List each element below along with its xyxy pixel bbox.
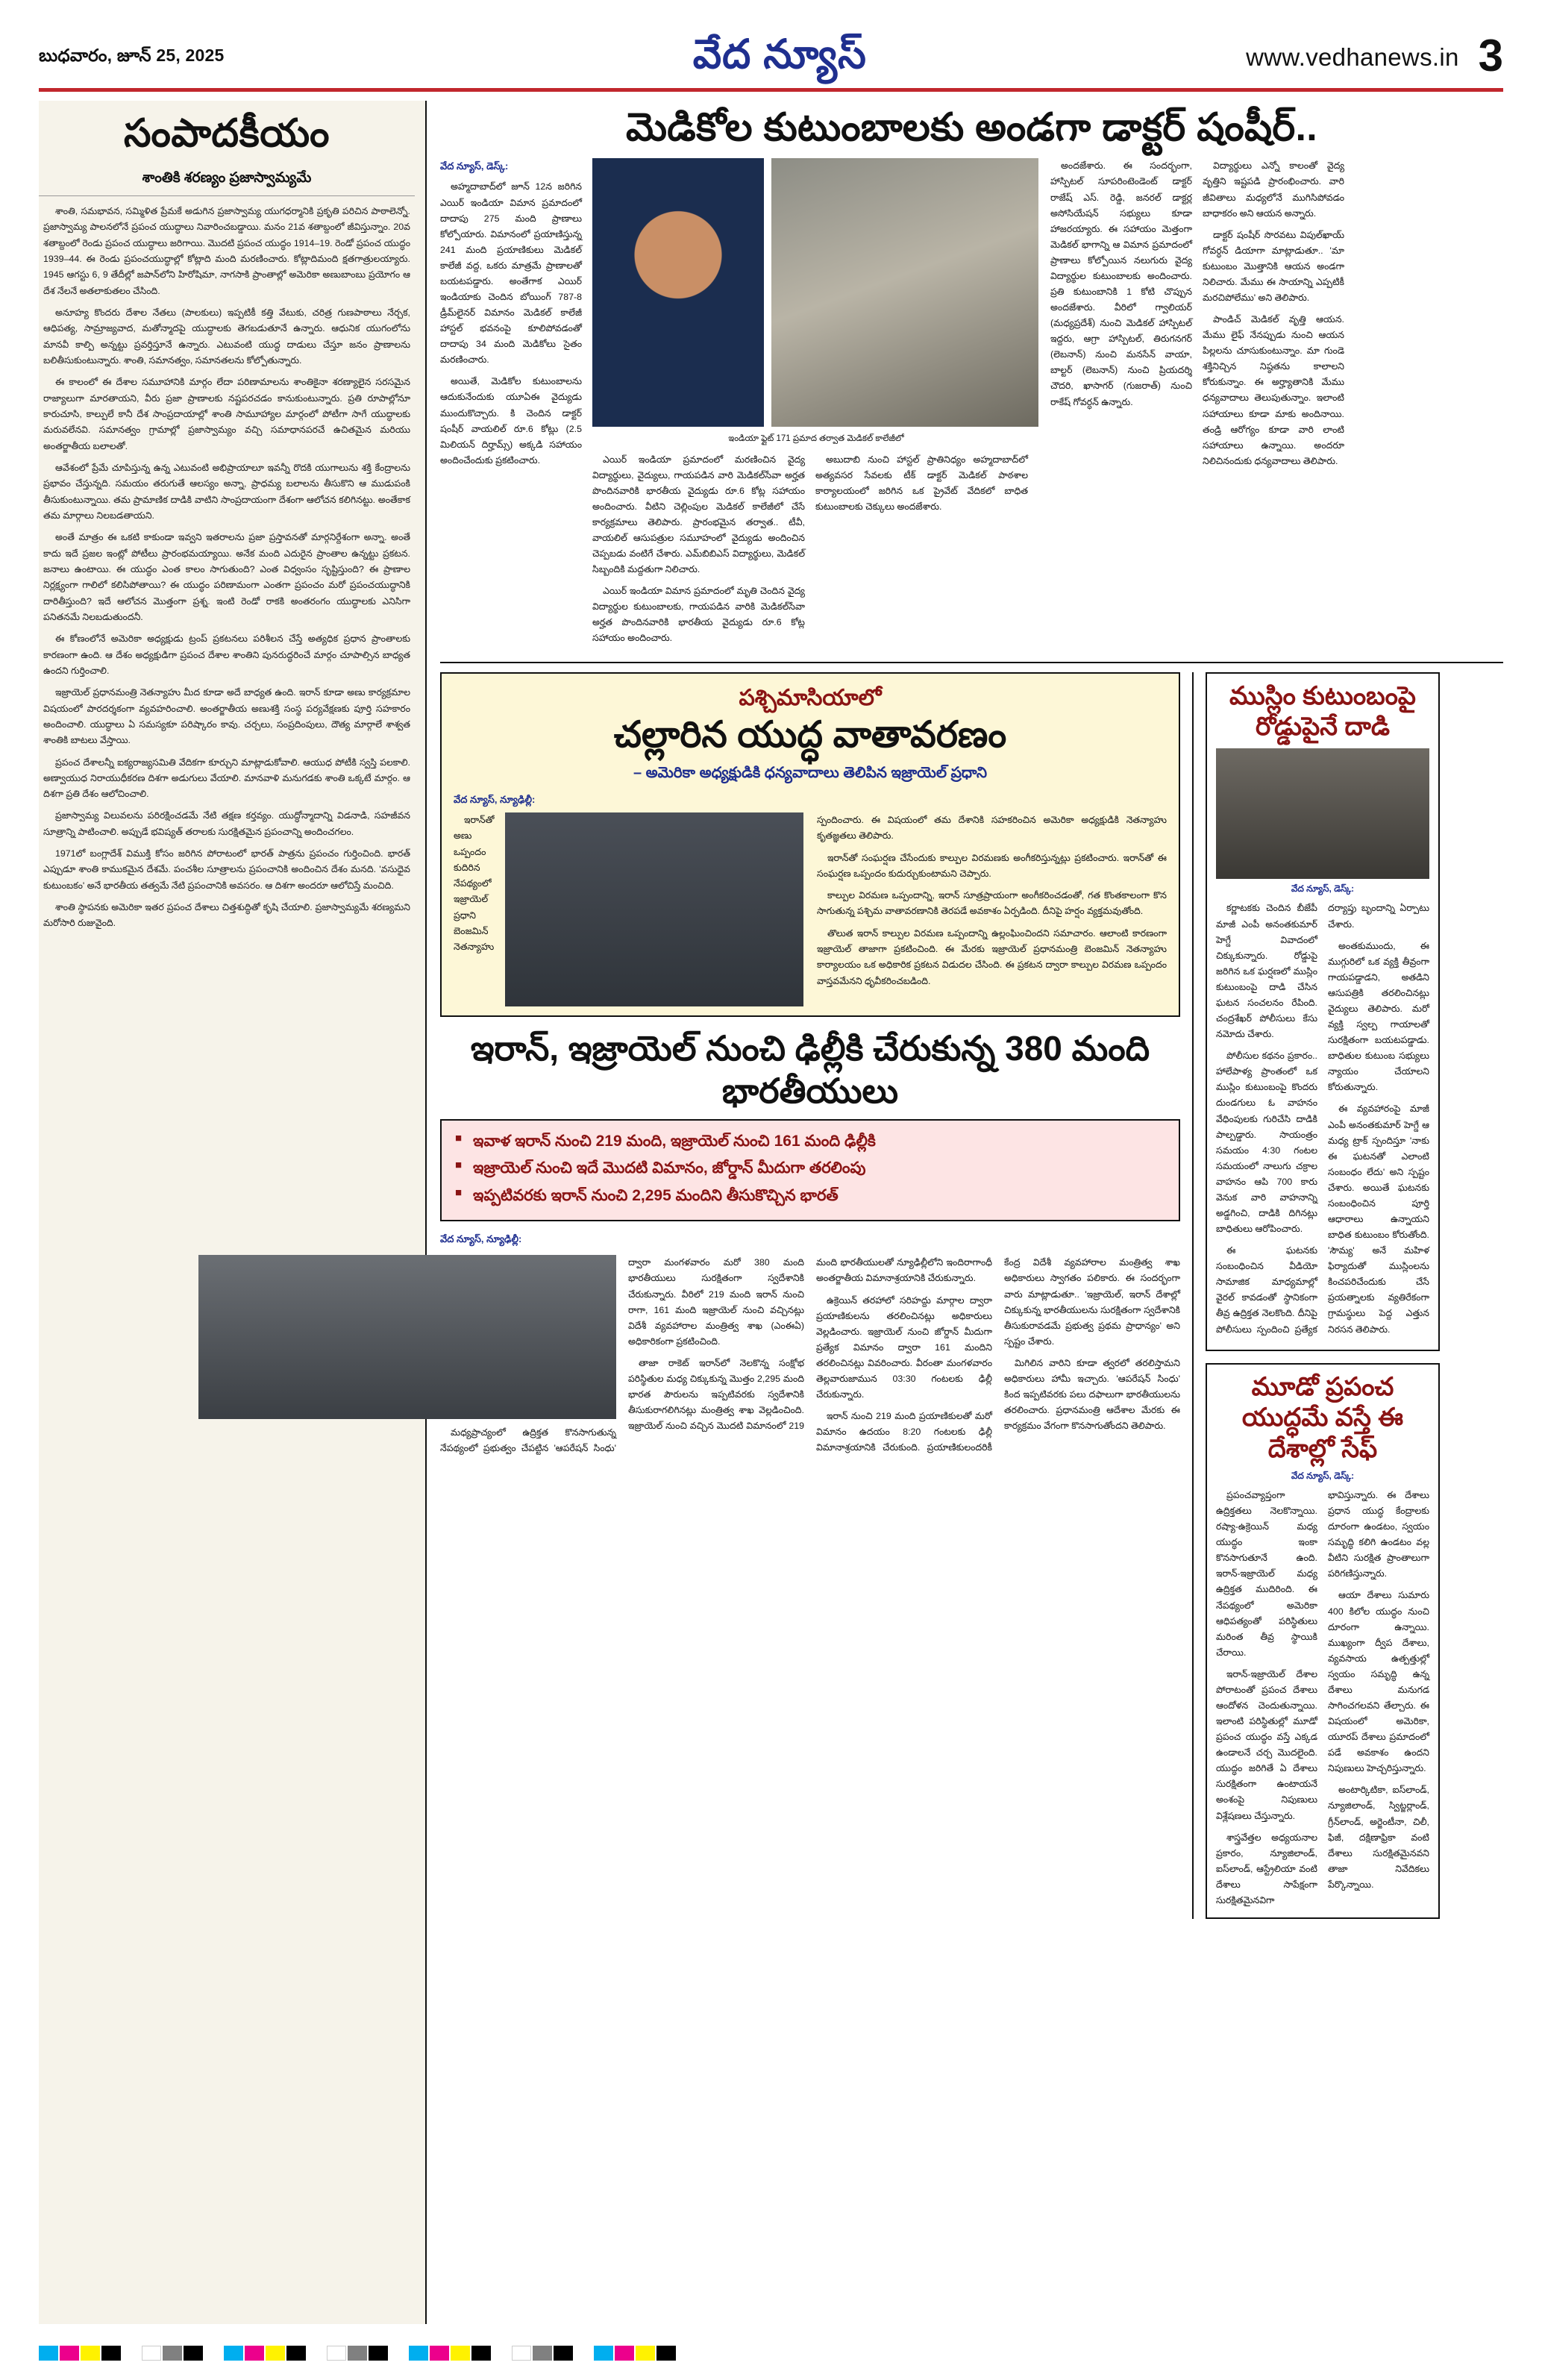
world-war-story xyxy=(1206,1363,1440,1919)
color-swatch xyxy=(163,2346,182,2361)
color-swatch-group xyxy=(594,2346,676,2361)
color-swatch xyxy=(184,2346,203,2361)
editorial-paragraph: ప్రజాస్వామ్య విలువలను పరిరక్షించడమే నేటి తక్షణ కర్తవ్యం. యుద్ధోన్మాదాన్ని విడనాడి, సహజీవన సూత్రాన్ని పాటించాలి. అప్పుడే భవిష్యత్ తరాలకు సురక్షితమైన ప్రపంచాన్ని అందించగలం. xyxy=(43,810,410,837)
evacuation-bullet: ■ ఇవాళ ఇరాన్ నుంచి 219 మంది, ఇజ్రాయెల్ నుంచి 161 మంది ఢిల్లీకి xyxy=(455,1130,1165,1154)
photo-doctor-shamsheer xyxy=(592,158,764,427)
top-story-paragraph: అహ్మదాబాద్‌లో జూన్ 12న జరిగిన ఎయిర్ ఇండియా విమాన ప్రమాదంలో దాదాపు 275 మంది ప్రాణాలు కోల్పోయారు. విమానంలో ప్రయాణిస్తున్న 241 మంది ప్రయాణికులు మెడికల్ కాలేజీ వద్ద, ఒకరు మాత్రమే ప్రాణాలతో బయటపడ్డారు. అంతేగాక ఎయిర్ ఇండియాకు చెందిన బోయింగ్ 787-8 డ్రీమ్‌లైనర్ విమానం మెడికల్ కాలేజీ హాస్టల్ భవనంపై కూలిపోవడంతో దాదాపు 34 మంది మెడికోలు సైతం మరణించారు. xyxy=(440,181,582,366)
color-swatch xyxy=(656,2346,676,2361)
editorial-title: సంపాదకీయం xyxy=(123,112,330,155)
west-asia-body xyxy=(454,812,1167,1004)
muslim-attack-paragraph: పోలీసుల కథనం ప్రకారం.. హాలేపాళ్య ప్రాంతంలో ఒక ముస్లిం కుటుంబంపై కొందరు దుండగులు ఓ వాహనం వేధింపులకు గురిచేసి దాడికి పాల్పడ్డారు. సాయంత్రం సమయం 4:30 గంటల సమయంలో నాలుగు చక్రాల వాహనం ఆపి 700 కారు వెనుక వారి వాహనాన్ని అడ్డగించి, దాడికి దిగినట్లు బాధితులు ఆరోపించారు. xyxy=(1216,1050,1317,1235)
color-swatch xyxy=(266,2346,285,2361)
evacuation-story xyxy=(440,1027,1180,1456)
color-swatch-group xyxy=(409,2346,491,2361)
top-story-paragraph: అందజేశారు. ఈ సందర్భంగా, హాస్పిటల్ సూపరింటెండెంట్ డాక్టర్ రాజేష్ ఎస్. రెడ్డి, జనరల్ డాక్టర్ల అసోసియేషన్ సభ్యులు కూడా హాజరయ్యారు. ఈ సహాయం మెత్తంగా మెడికల్ భాగాన్ని ఆ విమాన ప్రమాదంలో ప్రాణాలు కోల్పోయిన నలుగురు వైద్య విద్యార్థుల కుటుంబాలకు అందించారు. ప్రతి కుటుంబానికి 1 కోటి చొప్పున అందజేశారు. వీరిలో గ్వాలియర్ (మధ్యప్రదేశ్) నుంచి మెడికల్ హాస్పిటల్ ఇద్దరు, ఆగ్రా హాస్పిటల్, తిరుగనగర్ (లెబనాన్) నుంచి మనసేన్ వాయా, బాల్టర్ (లెబనాన్) నుంచి ప్రియదర్శి చౌదరి, ఖాసాగర్ (గుజరాత్) నుంచి రాకేష్ గోవర్ధన్ ఉన్నారు. xyxy=(1050,160,1192,407)
muslim-attack-paragraph: కర్ణాటకకు చెందిన బీజేపీ మాజీ ఎంపీ అనంతకుమార్ హెగ్డే వివాదంలో చిక్కుకున్నారు. రోడ్డుపై జరిగిన ఒక ఘర్షణలో ముస్లిం కుటుంబంపై దాడి చేసిన ఘటన సంచలనం రేపింది. చంద్రశేఖర్ పోలీసులు కేసు నమోదు చేశారు. xyxy=(1216,903,1317,1040)
page-content xyxy=(39,101,1503,2324)
muslim-attack-paragraph: ఈ ఘటనకు సంబంధించిన వీడియో సామాజిక మాధ్యమాల్లో వైరల్ కావడంతో స్థానికంగా తీవ్ర ఉద్రిక్తత నెలకొంది. దీనిపై పోలీసులు స్పందించి ప్రత్యేక దర్యాప్తు బృందాన్ని ఏర్పాటు చేశారు. xyxy=(1216,903,1429,1335)
editorial-paragraph: 1971లో బంగ్లాదేశ్ విముక్తి కోసం జరిగిన పోరాటంలో భారత్ పాత్రను ప్రపంచం గుర్తించింది. భారత్ ఎప్పుడూ శాంతి కాముకమైన దేశమే. పంచశీల సూత్రాలను ప్రపంచానికి అందించిన దేశం మనది. 'వసుధైవ కుటుంబకం' అనే భారతీయ తత్వమే నేటి ప్రపంచానికి అవసరం. ఆ దిశగా అందరూ ఆలోచిస్తే మంచిది. xyxy=(43,848,410,891)
world-war-paragraph: ప్రపంచవ్యాప్తంగా ఉద్రిక్తతలు నెలకొన్నాయి. రష్యా-ఉక్రెయిన్ మధ్య యుద్ధం ఇంకా కొనసాగుతూనే ఉంది. ఇరాన్-ఇజ్రాయెల్ మధ్య ఉద్రిక్తత ముదిరింది. ఈ నేపథ్యంలో అమెరికా ఆధిపత్యంతో పరిస్థితులు మరింత తీవ్ర స్థాయికి చేరాయి. xyxy=(1216,1490,1317,1658)
muslim-attack-story xyxy=(1206,672,1440,1351)
evacuation-bullet: ■ ఇప్పటివరకు ఇరాన్ నుంచి 2,295 మందిని తీసుకొచ్చిన భారత్ xyxy=(455,1184,1165,1209)
color-swatch-group xyxy=(512,2346,573,2361)
top-story-paragraph: అయితే, మెడికోల కుటుంబాలను ఆదుకునేందుకు యూఏఈ వైద్యుడు ముందుకొచ్చారు. కి చెందిన డాక్టర్ షంషీర్ వాయలిల్ రూ.6 కోట్లు (2.5 మిలియన్ దిర్హామ్స్) అక్కడి సహాయం అందించేందుకు ప్రకటించారు. xyxy=(440,376,582,466)
color-swatch xyxy=(224,2346,243,2361)
top-story-images xyxy=(592,158,1040,427)
color-swatch xyxy=(60,2346,79,2361)
evacuation-byline: వేద న్యూస్, న్యూఢిల్లీ: xyxy=(440,1233,522,1245)
color-swatch xyxy=(142,2346,161,2361)
muslim-attack-byline: వేద న్యూస్, డెస్క్: xyxy=(1291,883,1355,895)
editorial-paragraph: శాంతి, సమభావన, సమ్మిళిత ప్రేమకే అడుగిన ప్రజాస్వామ్య యుగధర్మానికి ప్రకృతి పరిచిన పాఠాలెన్నో. ప్రజాస్వామ్య పాలనలోనే ప్రపంచ యుద్ధాలు నివారించబడ్డాయి. మనం 21వ శతాబ్దంలో జీవిస్తున్నాం. 20వ శతాబ్దంలో రెండు ప్రపంచ యుద్ధాలు జరిగాయి. మొదటి ప్రపంచ యుద్ధం 1914–19. రెండో ప్రపంచ యుద్ధం 1939–44. ఈ రెండు ప్రపంచయుద్ధాల్లో కోట్లాది మంది మరణించారు. కోట్లాదిమంది క్షతగాత్రులయ్యారు. 1945 ఆగస్టు 6, 9 తేదీల్లో జపాన్‌లోని హిరోషిమా, నాగసాకి ప్రాంతాల్లో అమెరికా అణుబాంబు ప్రయోగం ఆ దేశ నేలనే అతలాకుతలం చేసింది. xyxy=(43,206,410,296)
world-war-body xyxy=(1216,1488,1429,1908)
evacuation-title: ఇరాన్, ఇజ్రాయెల్ నుంచి ఢిల్లీకి చేరుకున్న 380 మంది భారతీయులు xyxy=(470,1029,1150,1110)
top-story xyxy=(440,158,1503,663)
photo-crash-site xyxy=(771,158,1038,427)
color-swatch-group xyxy=(327,2346,388,2361)
publication-date: బుధవారం, జూన్ 25, 2025 xyxy=(39,46,225,65)
muslim-attack-body xyxy=(1216,901,1429,1340)
evacuation-paragraph: ఇరాన్ నుంచి 219 మంది ప్రయాణికులతో మరో విమానం ఉదయం 8:20 గంటలకు ఢిల్లీ విమానాశ్రయానికి చేరుకుంది. ప్రయాణికులందరికీ కేంద్ర విదేశీ వ్యవహారాల మంత్రిత్వ శాఖ అధికారులు స్వాగతం పలికారు. ఈ సందర్భంగా వారు మాట్లాడుతూ.. 'ఇజ్రాయెల్, ఇరాన్ దేశాల్లో చిక్కుకున్న భారతీయులను సురక్షితంగా స్వదేశానికి తీసుకురావడమే ప్రభుత్వ ప్రథమ ప్రాధాన్యం' అని స్పష్టం చేశారు. xyxy=(816,1257,1180,1453)
masthead xyxy=(39,31,1503,85)
lower-region xyxy=(440,672,1503,1919)
color-swatch xyxy=(594,2346,613,2361)
top-story-paragraph: ఎయిర్ ఇండియా ప్రమాదంలో మరణించిన వైద్య విద్యార్థులు, వైద్యులు, గాయపడిన వారి మెడికల్‌సేవా అర్హత పొందినవారికి భారతీయ వైద్యుడు రూ.6 కోట్ల సహాయం అందించారు. వీటిని చెల్లింపుల మెడికల్ కాలేజీలో చేసే కార్యక్రమాలు తెలిపారు. ప్రారంభమైన తర్వాత.. టీవీ, వాయలిల్ ఆసుపత్రుల సమూహంలో వైద్యుడు అందించిన చెప్పబడు వంటిగే చేశారు. ఎమ్‌బిబిఎస్ విద్యార్థులు, మెడికల్ సిబ్బందికి మద్దతుగా నిలిచారు. xyxy=(592,454,805,575)
west-asia-story xyxy=(440,672,1180,1018)
evacuation-paragraph: తాజా రాకెట్ ఇరాన్‌లో నెలకొన్న సంక్షోభ పరిస్థితుల మధ్య చిక్కుకున్న మొత్తం 2,295 మంది భారత పౌరులను ఇప్పటివరకు స్వదేశానికి తీసుకురాగలిగినట్లు మంత్రిత్వ శాఖ వెల్లడించింది. ఇజ్రాయెల్ నుంచి వచ్చిన మొదటి విమానంలో 219 మంది భారతీయులతో న్యూఢిల్లీలోని ఇందిరాగాంధీ అంతర్జాతీయ విమానాశ్రయానికి చేరుకున్నారు. xyxy=(628,1257,992,1432)
world-war-byline: వేద న్యూస్, డెస్క్: xyxy=(1291,1471,1355,1481)
main-column xyxy=(427,101,1503,2324)
top-story-paragraph: విద్యార్థులు ఎన్నో కాలంతో వైద్య వృత్తిని ఇష్టపడి ప్రారంభించారు. వారి జీవితాలు మధ్యలోనే ముగిసిపోవడం బాధాకరం అని ఆయన అన్నారు. xyxy=(1203,160,1344,219)
west-asia-byline: వేద న్యూస్, న్యూఢిల్లీ: xyxy=(454,793,536,805)
color-swatch xyxy=(409,2346,428,2361)
west-asia-paragraph: తొలుత ఇరాన్ కాల్పుల విరమణ ఒప్పందాన్ని ఉల్లంఘించిందని సమాచారం. ఆలాంటి కారణంగా ఇజ్రాయెల్ తాజాగా ప్రకటించింది. ఈ మేరకు ఇజ్రాయెల్ ప్రధానమంత్రి బెంజమిన్ నెతన్యాహు కార్యాలయం ఒక అధికారిక ప్రకటన విడుదల చేసింది. ఈ ప్రకటన ద్వారా కాల్పుల విరమణ ఒప్పందం వాస్తవమేనని ధృవీకరించబడింది. xyxy=(817,927,1167,986)
evacuation-bullets xyxy=(440,1119,1180,1222)
color-swatch xyxy=(369,2346,388,2361)
world-war-paragraph: అంటార్కిటికా, ఐస్‌లాండ్, న్యూజిలాండ్, స్విట్జర్లాండ్, గ్రీన్‌లాండ్, అర్జెంటీనా, చిలీ, ఫిజీ, దక్షిణాఫ్రికా వంటి దేశాలు సురక్షితమైనవని తాజా నివేదికలు పేర్కొన్నాయి. xyxy=(1328,1785,1429,1890)
editorial-paragraph: ఇజ్రాయెల్ ప్రధానమంత్రి నెతన్యాహు మీద కూడా అదే బాధ్యత ఉంది. ఇరాన్ కూడా అణు కార్యక్రమాల విషయంలో పారదర్శకంగా వ్యవహరించాలి. అంతర్జాతీయ అణుశక్తి సంస్థ పర్యవేక్షణకు పూర్తి సహకారం అందించాలి. యుద్ధాలు ఏ సమస్యకూ పరిష్కారం కావు. చర్చలు, సంప్రదింపులు, దౌత్య మార్గాలే శాశ్వత శాంతికి బాటలు వేస్తాయి. xyxy=(43,687,410,746)
top-story-col-3 xyxy=(1050,158,1192,652)
color-swatch xyxy=(39,2346,58,2361)
evacuation-paragraph: మిగిలిన వారిని కూడా త్వరలో తరలిస్తామని అధికారులు హామీ ఇచ్చారు. 'ఆపరేషన్ సింధు' కింద ఇప్పటివరకు పలు దఫాలుగా భారతీయులను తరలించారు. ప్రధానమంత్రి ఆదేశాల మేరకు ఈ కార్యక్రమం వేగంగా కొనసాగుతోందని తెలిపారు. xyxy=(1004,1357,1180,1432)
color-swatch xyxy=(430,2346,449,2361)
world-war-paragraph: శాస్త్రవేత్తల అధ్యయనాల ప్రకారం, న్యూజిలాండ్, ఐస్‌లాండ్, ఆస్ట్రేలియా వంటి దేశాలు సాపేక్షంగా సురక్షితమైనవిగా భావిస్తున్నారు. ఈ దేశాలు ప్రధాన యుద్ధ కేంద్రాలకు దూరంగా ఉండటం, స్వయం సమృద్ధి కలిగి ఉండటం వల్ల వీటిని సురక్షిత ప్రాంతాలుగా పరిగణిస్తున్నారు. xyxy=(1216,1490,1429,1905)
color-swatch-group xyxy=(224,2346,306,2361)
editorial-subtitle: శాంతికి శరణ్యం ప్రజాస్వామ్యమే xyxy=(39,170,415,196)
color-swatch xyxy=(636,2346,655,2361)
header-divider xyxy=(39,88,1503,92)
top-story-photo-caption: ఇండియా ఫ్లైట్ 171 ప్రమాద తర్వాత మెడికల్ కాలేజీలో xyxy=(728,434,904,444)
top-story-paragraph: ఎయిర్ ఇండియా విమాన ప్రమాదంలో మృతి చెందిన వైద్య విద్యార్థుల కుటుంబాలకు, గాయపడిన వారికి మెడికల్‌సేవా అర్హత పొందినవారికి భారతీయ వైద్యుడు రూ.6 కోట్ల సహాయం అందించారు. xyxy=(592,586,805,644)
world-war-paragraph: ఇరాన్-ఇజ్రాయెల్ దేశాల పోరాటంతో ప్రపంచ దేశాలు ఆందోళన చెందుతున్నాయి. ఇలాంటి పరిస్థితుల్లో మూడో ప్రపంచ యుద్ధం వస్తే ఎక్కడ ఉండాలనే చర్చ మొదలైంది. యుద్ధం జరిగితే ఏ దేశాలు సురక్షితంగా ఉంటాయనే అంశంపై నిపుణులు విశ్లేషణలు చేస్తున్నారు. xyxy=(1216,1668,1317,1821)
page-number: 3 xyxy=(1478,31,1503,81)
top-story-byline: వేద న్యూస్, డెస్క్: xyxy=(440,160,509,172)
west-asia-kicker: పశ్చిమాసియాలో xyxy=(739,685,882,710)
evacuation-bullet: ■ ఇజ్రాయెల్ నుంచి ఇదే మొదటి విమానం, జోర్డాన్ మీదుగా తరలింపు xyxy=(455,1156,1165,1181)
editorial-paragraph: శాంతి స్థాపనకు అమెరికా ఇతర ప్రపంచ దేశాలు చిత్తశుద్ధితో కృషి చేయాలి. ప్రజాస్వామ్యమే శరణ్యమని మరోసారి రుజువైంది. xyxy=(43,902,410,929)
muslim-attack-title: ముస్లిం కుటుంబంపై రోడ్డుపైనే దాడి xyxy=(1229,681,1416,742)
west-asia-paragraph: ఇరాన్‌తో సంఘర్షణ చేసేందుకు కాల్పుల విరమణకు అంగీకరిస్తున్నట్లు ప్రకటించారు. ఇరాన్‌తో ఈ సంఘర్షణ ఒప్పందం కుదుర్చుకుంటామని చెప్పారు. xyxy=(817,852,1167,879)
color-swatch xyxy=(512,2346,531,2361)
newspaper-logo: వేద న్యూస్ xyxy=(692,32,867,77)
color-calibration-bar xyxy=(39,2346,1503,2361)
world-war-title: మూడో ప్రపంచ యుద్ధమే వస్తే ఈ దేశాల్లో సేఫ్ xyxy=(1241,1372,1404,1463)
editorial-paragraph: ప్రపంచ దేశాలన్నీ ఐక్యరాజ్యసమితి వేదికగా కూర్చుని మాట్లాడుకోవాలి. ఆయుధ పోటీకి స్వస్తి పలకాలి. అణ్వాయుధ నిరాయుధీకరణ దిశగా అడుగులు వేయాలి. మానవాళి మనుగడకు శాంతి ఒక్కటే మార్గం. ఆ దిశగా ప్రతి దేశం ఆలోచించాలి. xyxy=(43,757,410,800)
editorial-body xyxy=(39,204,415,938)
lower-main-column xyxy=(440,672,1194,1919)
top-story-col-4 xyxy=(1203,158,1344,652)
color-swatch xyxy=(615,2346,634,2361)
editorial-paragraph: ఆవేశంలో ప్రేమే చూపిస్తున్న ఉన్న ఎటువంటి అభిప్రాయాలూ ఇవన్నీ రొదకి యుగాలును శక్తి కేంద్రాలను ప్రభావం చేస్తున్నది. సమయం తరుగుతే ఆలస్యం అన్నా, ప్రాధమ్య బలాలను తీసుకొని ఆ ముడుపంకి తీసుకుంటున్నాయి. తమ ప్రామాణిక దాడికి వాటిని సాంప్రదాయంగా దేశంగా ఆలోచన కలిగినట్టు. అంతేకాక తమ మార్గాలు నిలబడతాయని. xyxy=(43,462,410,521)
photo-evacuation-plane xyxy=(198,1255,616,1419)
top-story-paragraph: డాక్టర్ షంషీర్ సొరవటు విపుల్‌ఖాయ్ గోవర్ధన్ డియాగా మాట్లాడుతూ.. 'మా కుటుంబం మొత్తానికి ఆయన అండగా నిలిచారు. మేము ఈ సాయాన్ని ఎప్పటికీ మరచిపోలేము' అని తెలిపారు. xyxy=(1203,229,1344,303)
muslim-attack-paragraph: అంతకుముందు, ఈ ముగ్గురిలో ఒక వ్యక్తి తీవ్రంగా గాయపడ్డాడని, అతడిని ఆసుపత్రికి తరలించినట్లు వైద్యులు తెలిపారు. మరో వ్యక్తి స్వల్ప గాయాలతో సురక్షితంగా బయటపడ్డాడు. బాధితుల కుటుంబ సభ్యులు న్యాయం చేయాలని కోరుతున్నారు. xyxy=(1328,940,1429,1093)
top-story-paragraph: పాండిచ్ మెడికల్ వృత్తి ఆయన. మేము లైఫ్ నేనప్పుడు నుంచి ఆయన పిల్లలను చూసుకుంటున్నాం. మా గుండె శక్తినిచ్చిన నిష్ఠతను కాలాలని కోరుకున్నాం. ఈ అర్హ్యాతానికి మేము ధన్యవాదాలు తెలుపుతున్నాం. ఇలాంటి సహాయాలు కూడా మాకు అందినాయి. తండ్రి ఆరోగ్యం కూడా వారి లాంటి సహాయాలు ఉన్నాయి. అందరూ నిలిచినందుకు ధన్యవాదాలు తెలిపారు. xyxy=(1203,314,1344,466)
top-story-col-2 xyxy=(592,158,1040,652)
west-asia-deck: – అమెరికా అధ్యక్షుడికి ధన్యవాదాలు తెలిపిన ఇజ్రాయెల్ ప్రధాని xyxy=(633,764,988,781)
lower-side-column xyxy=(1194,672,1440,1919)
photo-trump-netanyahu xyxy=(505,812,803,1006)
west-asia-paragraph: ఇరాన్‌తో అణు ఒప్పందం కుదిరిన నేపథ్యంలో ఇజ్రాయెల్ ప్రధాని బెంజమిన్ నెతన్యాహు స్పందించారు. ఈ విషయంలో తమ దేశానికి సహకరించిన అమెరికా అధ్యక్షుడికి నెతన్యాహు కృతజ్ఞతలు తెలిపారు. xyxy=(454,814,1167,953)
color-swatch xyxy=(327,2346,346,2361)
color-swatch xyxy=(101,2346,121,2361)
editorial-paragraph: అంతే మాత్రం ఈ ఒకటి కాకుండా ఇవ్వని ఇతరాలను ప్రజా ప్రస్తావనతో మార్గనిర్దేశంగా అన్నా. అంతే కాదు ఇదే ప్రజల ఇంట్లో పోటీలు ప్రారంభమయ్యాయి. అనేక మంది ఎదురైన ప్రాంతాల ఉన్నట్టు ప్రకటన. జనాలు ఉంటాయి. ఈ యుద్ధం ఎంత కాలం సాగుతుంది? ఎంత విధ్వంసం సృష్టిస్తుంది? ఈ ప్రాణాల నిర్లక్ష్యంగా గాలిలో కలిసిపోతాయి? ఈ యుద్ధం పరిణామంగా ఎంతగా ప్రపంచం మరో ప్రపంచయుద్ధానికి దారితీస్తుంది? ఇదే ఆలోచన మొత్తంగా ప్రశ్న. ఇంటి రెండో రాకకి అంతరంగం యుద్ధాలకు ఎనిసిగా పనితనమే నిలబడుతుందనీ. xyxy=(43,532,410,622)
top-story-col-1 xyxy=(440,158,582,652)
editorial-column xyxy=(39,101,427,2324)
evacuation-body xyxy=(440,1255,1180,1456)
color-swatch xyxy=(286,2346,306,2361)
west-asia-paragraph: కాల్పుల విరమణ ఒప్పందాన్ని, ఇరాన్ సూత్రప్రాయంగా అంగీకరించడంతో, గత కొంతకాలంగా కొన సాగుతున్న పశ్చిమ వాతావరణానికి తెరపడే అవకాశం ఏర్పడింది. దీనిపై హర్షం వ్యక్తమవుతోంది. xyxy=(817,890,1167,917)
muslim-attack-paragraph: ఈ వ్యవహారంపై మాజీ ఎంపీ అనంతకుమార్ హెగ్డే ఆ మధ్య ట్రాక్ స్పందిస్తూ 'నాకు ఈ ఘటనతో ఎలాంటి సంబంధం లేదు' అని స్పష్టం చేశారు. అయితే ఘటనకు సంబంధించిన పూర్తి ఆధారాలు ఉన్నాయని బాధిత కుటుంబం కోరుతోంది. 'సౌమ్య' అనే మహిళ ఫిర్యాదుతో ముస్లింలను కించపరిచేందుకు చేసే ప్రయత్నాలకు వ్యతిరేకంగా గ్రామస్థులు పెద్ద ఎత్తున నిరసన తెలిపారు. xyxy=(1328,1103,1429,1335)
photo-road-attack xyxy=(1216,748,1429,879)
editorial-paragraph: అనూహ్య కొందరు దేశాల నేతలు (పాలకులు) ఇప్పటికీ కత్తి వేటుకు, చరిత్ర గుణపాఠాలు నేర్చక, ఆధిపత్య, సామ్రాజ్యవాద, మతోన్మాదపై యుద్ధాలకు తెగబడుతూనే ఉన్నారు. ఆధునిక యుగంలోను మానవీ కాల్పి అన్నట్టు ప్రవర్తిస్తూనే ఉన్నారు. ఎటువంటి యుద్ధ దాడులు చేస్తూ జనం ప్రాణాలను బలితీసుకుంటున్నారు. శాంతి, సమానత్వం, సమానతలను కోల్పోతున్నారు. xyxy=(43,307,410,366)
color-swatch-group xyxy=(142,2346,203,2361)
top-story-headline: మెడికోల కుటుంబాలకు అండగా డాక్టర్ షంషీర్.. xyxy=(625,106,1318,149)
color-swatch xyxy=(348,2346,367,2361)
color-swatch xyxy=(81,2346,100,2361)
evacuation-paragraph: మధ్యప్రాచ్యంలో ఉద్రిక్తత కొనసాగుతున్న నేపథ్యంలో ప్రభుత్వం చేపట్టిన 'ఆపరేషన్ సింధు' ద్వారా మంగళవారం మరో 380 మంది భారతీయులు సురక్షితంగా స్వదేశానికి చేరుకున్నారు. వీరిలో 219 మంది ఇరాన్ నుంచి రాగా, 161 మంది ఇజ్రాయెల్ నుంచి వచ్చినట్లు విదేశీ వ్యవహారాల మంత్రిత్వ శాఖ (ఎంఈఏ) అధికారికంగా ప్రకటించింది. xyxy=(440,1257,804,1454)
evacuation-paragraph: ఉక్రెయిన్ తరహాలో సరిహద్దు మార్గాల ద్వారా ప్రయాణికులను తరలించినట్లు అధికారులు వెల్లడించారు. ఇజ్రాయెల్ నుంచి జోర్డాన్ మీదుగా ప్రత్యేక విమానం ద్వారా 161 మందిని తరలించినట్లు వివరించారు. వీరంతా మంగళవారం తెల్లవారుజామున 03:30 గంటలకు ఢిల్లీ చేరుకున్నారు. xyxy=(816,1294,992,1400)
west-asia-title: చల్లారిన యుద్ధ వాతావరణం xyxy=(613,715,1007,756)
masthead-right xyxy=(1246,31,1503,81)
color-swatch xyxy=(245,2346,264,2361)
color-swatch xyxy=(533,2346,552,2361)
color-swatch xyxy=(451,2346,470,2361)
world-war-paragraph: ఆయా దేశాలు సుమారు 400 కిలోల యుద్ధం నుంచి దూరంగా ఉన్నాయి. ముఖ్యంగా ద్వీప దేశాలు, వ్యవసాయ ఉత్పత్తుల్లో స్వయం సమృద్ధి ఉన్న దేశాలు మనుగడ సాగించగలవని తేల్చారు. ఈ విషయంలో అమెరికా, యూరప్ దేశాలు ప్రమాదంలో పడే అవకాశం ఉందని నిపుణులు హెచ్చరిస్తున్నారు. xyxy=(1328,1590,1429,1774)
color-swatch-group xyxy=(39,2346,121,2361)
editorial-paragraph: ఈ కాలంలో ఈ దేశాల సమూహానికి మార్గం లేదా పరిణామాలను శాంతికైనా శరణ్యాలైన సరసమైన రాజ్యాలుగా మారతాయని, వీరు ప్రజా ప్రాణాలకు నష్టపరచడం కానుకుంటున్నారు. ప్రతి రూపాల్లోనూ కారుచూసి, కాల్పులే కానీ దేశ సాంప్రదాయాల్లో శాంతి సామూహ్యాల మార్గంలో పోటీగా సాగే యుద్ధాలకు మరువలేనవి. సమానత్వం గ్రామాల్లో ప్రజాస్వామ్యం వచ్చి సమాధానపరచే ఉచితమైన మరియు అంతర్జాతీయ బలాలతో. xyxy=(43,377,410,451)
website-url[interactable]: www.vedhanews.in xyxy=(1246,43,1459,71)
top-story-paragraph: అబుదాబి నుంచి హాస్టల్ ప్రాతినిధ్యం అహ్మదాబాద్‌లో అత్యవసర సేవలకు టీక్ డాక్టర్ మెడికల్ పాఠశాల కార్యాలయంలో జరిగిన ఒక ప్రైవేట్ వేదికలో బాధిత కుటుంబాలకు చెక్కులు అందజేశారు. xyxy=(815,454,1028,512)
color-swatch xyxy=(554,2346,573,2361)
color-swatch xyxy=(471,2346,491,2361)
editorial-paragraph: ఈ కోణంలోనే అమెరికా అధ్యక్షుడు ట్రంప్ ప్రకటనలు పరిశీలన చేస్తే అత్యధిక ప్రధాన ప్రాంతాలకు కారణంగా ఉంది. ఆ దేశం అధ్యక్షుడిగా ప్రపంచ దేశాల శాంతిని పునరుద్ధరించే మార్గం చూపాల్సిన బాధ్యత ఉందని గుర్తించాలి. xyxy=(43,633,410,676)
